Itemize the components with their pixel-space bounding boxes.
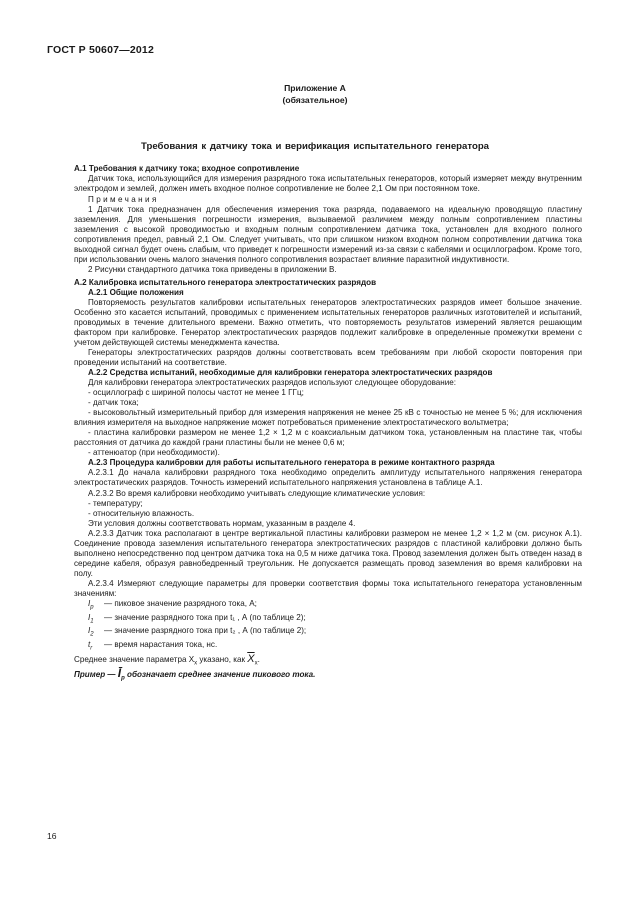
a22-intro: Для калибровки генератора электростатических разрядов используют следующее оборудование: [88, 377, 457, 387]
parameter-description: — пиковое значение разрядного тока, А; [104, 599, 257, 609]
condition-item: - температуру; [88, 498, 143, 508]
parameter-description: — время нарастания тока, нс. [104, 639, 218, 649]
equipment-item: - аттенюатор (при необходимости). [88, 448, 220, 458]
parameter-description: — значение разрядного тока при t₂ , А (по таблице 2); [104, 626, 307, 636]
note-1: 1 Датчик тока предназначен для обеспечения измерения тока разряда, подаваемого на идеальную проводящую пластину заземления. Для уменьшения погрешности измерения, вызываемой различием между полным сопротивлением пластины заземления с высокой проводимостью и входным полным сопротивлением датчика тока, установлен для входного полного сопротивления предел, равный 2,1 Ом. Следует учитывать, что при слишком низком входном полном сопротивлении датчика тока выходной сигнал будет очень слабым, что приведет к погрешности измерений из-за связи с кабелями и осциллографом. Кроме того, при использовании очень малого значения полного сопротивления возрастает влияние паразитной индуктивности. [74, 205, 582, 265]
standard-header: ГОСТ Р 50607—2012 [47, 44, 155, 56]
notes-label: Примечания [88, 195, 159, 205]
appendix-status: (обязательное) [282, 95, 348, 105]
a233-paragraph: А.2.3.3 Датчик тока располагают в центре вертикальной пластины калибровки размером не менее 1,2 × 1,2 м (см. рисунок А.1). Соединение провода заземления испытательного генератора электростатических разрядов с пластиной калибровки должно быть выполнено непосредственно под центром датчика тока на 0,5 м ниже датчика тока. Провод заземления должен быть отведен назад в середине кабеля, образуя равнобедренный треугольник. Не допускается размещать провод заземления во время калибровки на полу. [74, 528, 582, 578]
body-text [74, 164, 582, 684]
parameter-description: — значение разрядного тока при t₁ , А (по таблице 2); [104, 612, 306, 622]
a21-heading: А.2.1 Общие положения [88, 287, 184, 297]
a232-tail: Эти условия должны соответствовать нормам, указанным в разделе 4. [88, 518, 356, 528]
equipment-item: - датчик тока; [88, 398, 139, 408]
parameter-list [88, 599, 582, 654]
a232-paragraph: А.2.3.2 Во время калибровки необходимо учитывать следующие климатические условия: [88, 488, 426, 498]
example-label: Пример — [74, 670, 116, 680]
equipment-item: - высоковольтный измерительный прибор для измерения напряжения не менее 25 кВ с точностью не менее 5 %; для исключения влияния измерителя на выходное напряжение может потребоваться применение электростатического вольтметра; [74, 408, 582, 428]
a1-text: Датчик тока, использующийся для измерения разрядного тока испытательных генераторов, который измеряет между внутренним электродом и землей, должен иметь входное полное сопротивление не более 2,1 Ом при постоянном токе. [74, 174, 582, 194]
a1-heading: А.1 Требования к датчику тока; входное сопротивление [74, 164, 300, 173]
a231-paragraph: А.2.3.1 До начала калибровки разрядного тока необходимо определить амплитуду испытательного напряжения генератора электростатических разрядов. Точность измерений испытательного напряжения установлена в таблице А.1. [74, 468, 582, 488]
equipment-item: - пластина калибровки размером не менее 1,2 × 1,2 м с коаксиальным датчиком тока, установленным на пластине так, чтобы расстояния от датчика до каждой грани пластины были не менее 0,6 м; [74, 428, 582, 448]
mean-value-line: Среднее значение параметра $X_x$ указано, как $\overline{X}_x$. [74, 652, 260, 667]
page-number: 16 [47, 831, 57, 841]
section-title: Требования к датчику тока и верификация испытательного генератора [140, 141, 490, 152]
parameter-symbol: $I_1$ [88, 612, 94, 625]
a21-paragraph-1: Повторяемость результатов калибровки испытательных генераторов электростатических разрядов имеет большое значение. Особенно это касается испытаний, проводимых с применением испытательных генераторов различных изготовителей и испытаний, проводимых в течение длительного времени. Важно отметить, что повторяемость результатов измерений является решающим фактором при калибровке. Генератор электростатических разрядов подлежит калибровке в определенные промежутки времени с учетом действующей системы менеджмента качества. [74, 297, 582, 347]
equipment-item: - осциллограф с шириной полосы частот не менее 1 ГГц; [88, 388, 304, 398]
a22-heading: А.2.2 Средства испытаний, необходимые для калибровки генератора электростатических разрядов [88, 367, 493, 377]
parameter-row [88, 613, 582, 627]
parameter-symbol: $I_2$ [88, 626, 94, 638]
a234-paragraph: А.2.3.4 Измеряют следующие параметры для проверки соответствия формы тока испытательного генератора установленным значениям: [74, 578, 582, 598]
parameter-row [88, 640, 582, 654]
parameter-symbol: $I_p$ [88, 599, 94, 611]
a2-heading: А.2 Калибровка испытательного генератора электростатических разрядов [74, 277, 377, 287]
parameter-row [88, 599, 582, 613]
parameter-row [88, 626, 582, 640]
a21-paragraph-2: Генераторы электростатических разрядов должны соответствовать всем требованиям при любой скорости повторения при проведении испытаний на соответствие. [74, 347, 582, 367]
condition-item: - относительную влажность. [88, 508, 195, 518]
note-2: 2 Рисунки стандартного датчика тока приведены в приложении В. [88, 265, 337, 275]
example-line: Пример — $Ī_p$ обозначает среднее значение пикового тока. [74, 666, 316, 682]
parameter-symbol: $t_r$ [88, 639, 93, 652]
appendix-title: Приложение А [284, 83, 346, 93]
a23-heading: А.2.3 Процедура калибровки для работы испытательного генератора в режиме контактного разряда [88, 458, 495, 468]
